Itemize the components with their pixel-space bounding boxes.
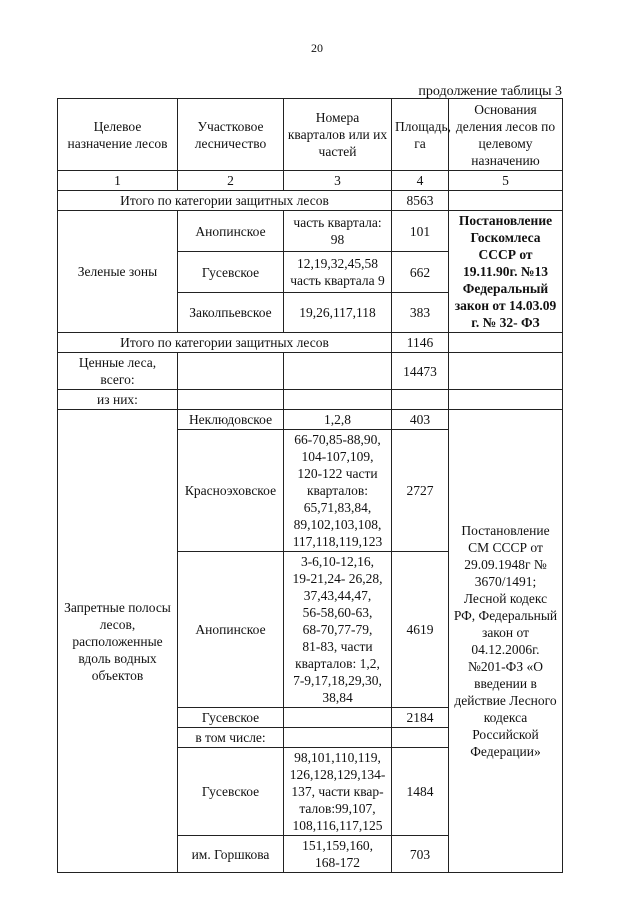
- area-cell: 403: [392, 410, 449, 430]
- column-number: 5: [449, 171, 563, 191]
- quarters-cell: часть квартала: 98: [284, 211, 392, 252]
- area-cell: [392, 728, 449, 748]
- header-quarters: Номера кварталов или их частей: [284, 99, 392, 171]
- column-number: 1: [58, 171, 178, 191]
- empty-cell: [284, 390, 392, 410]
- purpose-prohibited-strips: Запретные полосы лесов, расположенные вдоль водных объектов: [58, 410, 178, 873]
- header-area: Площадь, га: [392, 99, 449, 171]
- forestry-cell: Гусевское: [178, 708, 284, 728]
- quarters-cell: 1,2,8: [284, 410, 392, 430]
- forestry-cell: им. Горшкова: [178, 836, 284, 873]
- subtotal-label: Итого по категории защитных лесов: [58, 333, 392, 353]
- area-cell: 2727: [392, 430, 449, 552]
- area-cell: 383: [392, 293, 449, 333]
- basis-green-zones: Постановление Госкомлеса СССР от 19.11.90г. №13 Федеральный закон от 14.03.09 г. № 32- ФЗ: [449, 211, 563, 333]
- subtotal-label: Итого по категории защитных лесов: [58, 191, 392, 211]
- valuable-forests-row: [58, 353, 563, 390]
- column-number-row: [58, 171, 563, 191]
- valuable-forests-label: Ценные леса, всего:: [58, 353, 178, 390]
- quarters-cell: 12,19,32,45,58 часть квартала 9: [284, 252, 392, 293]
- basis-prohibited-strips: Постановление СМ СССР от 29.09.1948г № 3670/1491; Лесной кодекс РФ, Федеральный закон от 04.12.2006г. №201-ФЗ «О введении в действие Лесного кодекса Российской Федерации»: [449, 410, 563, 873]
- empty-cell: [449, 191, 563, 211]
- empty-cell: [449, 353, 563, 390]
- column-number: 4: [392, 171, 449, 191]
- empty-cell: [178, 390, 284, 410]
- subtotal-row: [58, 191, 563, 211]
- forestry-cell: Анопинское: [178, 552, 284, 708]
- purpose-green-zones: Зеленые зоны: [58, 211, 178, 333]
- header-forestry: Участковое лесничество: [178, 99, 284, 171]
- quarters-cell: 66-70,85-88,90, 104-107,109, 120-122 части кварталов: 65,71,83,84, 89,102,103,108, 117,118,119,123: [284, 430, 392, 552]
- of-which-label: из них:: [58, 390, 178, 410]
- quarters-cell: 19,26,117,118: [284, 293, 392, 333]
- header-basis: Основания деления лесов по целевому назначению: [449, 99, 563, 171]
- area-cell: 4619: [392, 552, 449, 708]
- quarters-cell: 3-6,10-12,16, 19-21,24- 26,28, 37,43,44,47, 56-58,60-63, 68-70,77-79, 81-83, части кварталов: 1,2, 7-9,17,18,29,30, 38,84: [284, 552, 392, 708]
- forestry-cell: Анопинское: [178, 211, 284, 252]
- forestry-cell: в том числе:: [178, 728, 284, 748]
- table-row: [58, 410, 563, 430]
- quarters-cell: [284, 728, 392, 748]
- area-cell: 703: [392, 836, 449, 873]
- area-cell: 101: [392, 211, 449, 252]
- empty-cell: [284, 353, 392, 390]
- empty-cell: [449, 390, 563, 410]
- forestry-cell: Неклюдовское: [178, 410, 284, 430]
- area-cell: 662: [392, 252, 449, 293]
- empty-cell: [449, 333, 563, 353]
- column-number: 3: [284, 171, 392, 191]
- header-purpose: Целевое назначение лесов: [58, 99, 178, 171]
- forestry-cell: Гусевское: [178, 252, 284, 293]
- quarters-cell: [284, 708, 392, 728]
- page-number: 20: [311, 41, 323, 55]
- forestry-cell: Заколпьевское: [178, 293, 284, 333]
- area-cell: 1484: [392, 748, 449, 836]
- forest-table: [57, 98, 563, 873]
- quarters-cell: 98,101,110,119, 126,128,129,134- 137, части квар- талов:99,107, 108,116,117,125: [284, 748, 392, 836]
- empty-cell: [178, 353, 284, 390]
- subtotal-area: 1146: [392, 333, 449, 353]
- valuable-forests-area: 14473: [392, 353, 449, 390]
- subtotal-area: 8563: [392, 191, 449, 211]
- column-number: 2: [178, 171, 284, 191]
- forestry-cell: Гусевское: [178, 748, 284, 836]
- subtotal-row: [58, 333, 563, 353]
- table-row: [58, 211, 563, 252]
- header-row: [58, 99, 563, 171]
- area-cell: 2184: [392, 708, 449, 728]
- empty-cell: [392, 390, 449, 410]
- forestry-cell: Красноэховское: [178, 430, 284, 552]
- table-caption: продолжение таблицы 3: [418, 84, 562, 99]
- of-which-row: [58, 390, 563, 410]
- quarters-cell: 151,159,160, 168-172: [284, 836, 392, 873]
